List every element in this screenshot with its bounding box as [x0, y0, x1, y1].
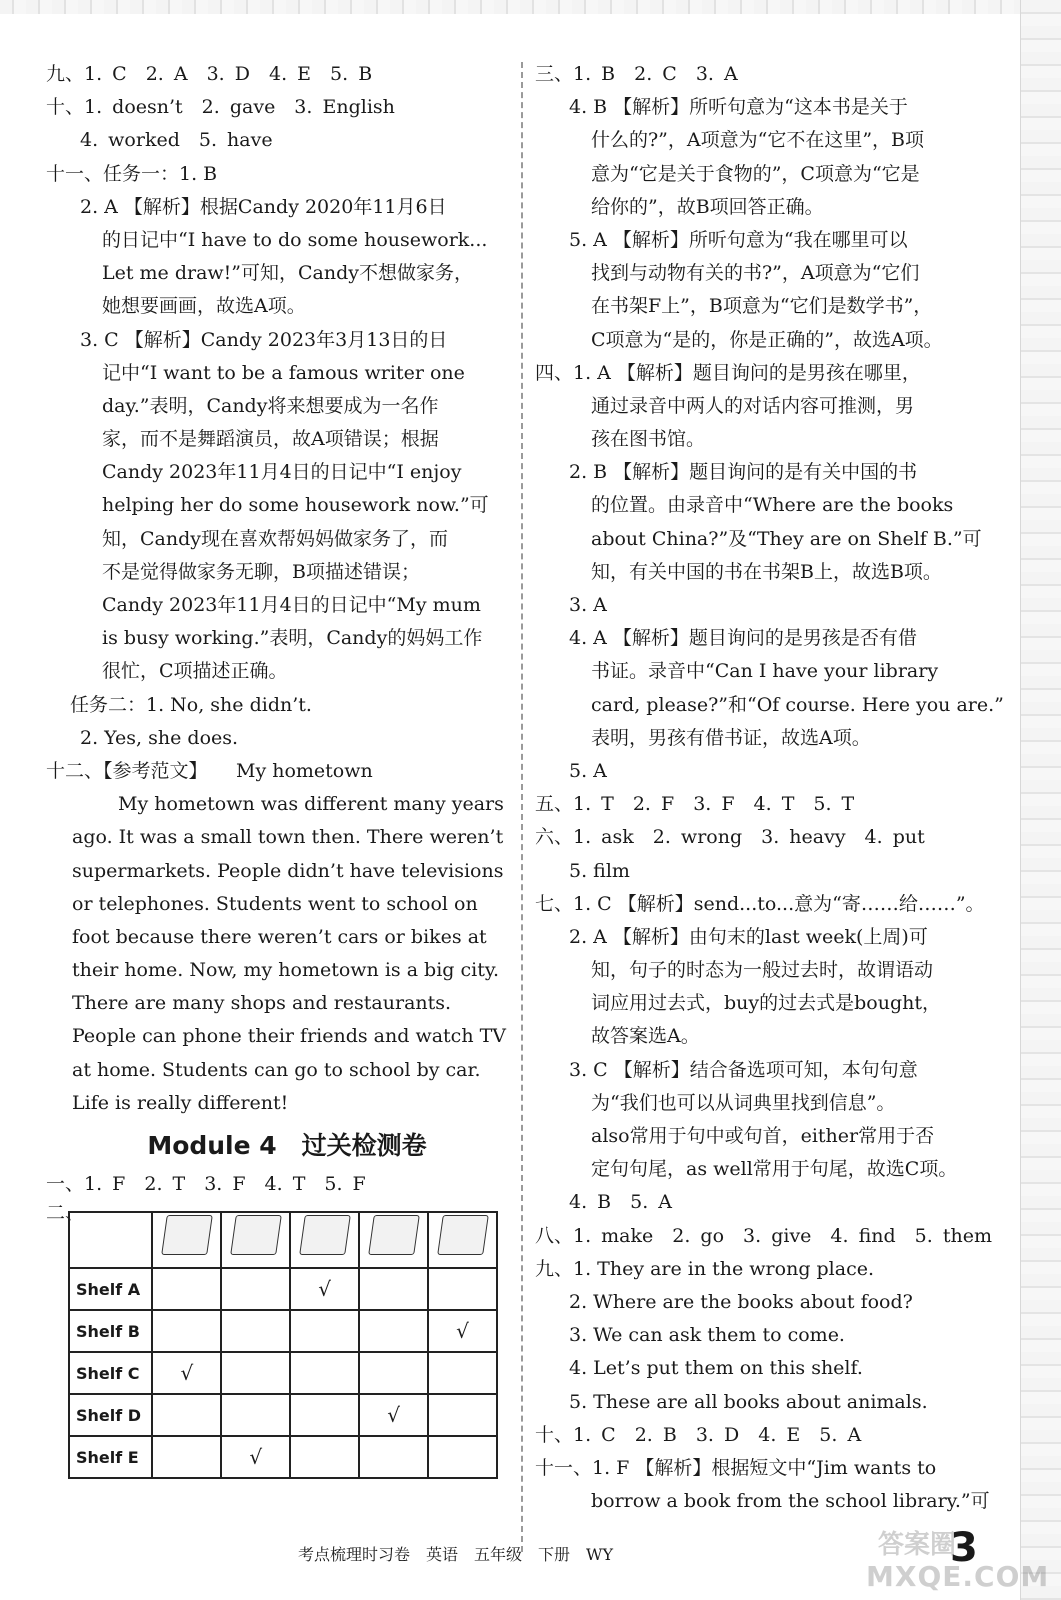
essay-line: supermarkets. People didn’t have televisions — [72, 859, 504, 882]
table-row — [69, 1352, 497, 1394]
row-header: Shelf C — [69, 1352, 152, 1394]
module-title: Module 4 过关检测卷 — [147, 1131, 427, 1160]
answer-line: 4. Let’s put them on this shelf. — [569, 1357, 863, 1380]
explanation-line: 孩在图书馆。 — [591, 428, 706, 451]
explanation-line: also常用于句中或句首，either常用于否 — [591, 1125, 935, 1147]
explanation-line: 很忙，C项描述正确。 — [102, 660, 288, 683]
table-row — [69, 1268, 497, 1310]
watermark-url: MXQE.COM — [866, 1560, 1050, 1593]
explanation-line: 给你的”，故B项回答正确。 — [591, 195, 824, 218]
explanation-line: 的位置。由录音中“Where are the books — [591, 494, 954, 517]
explanation-line: 4. A 【解析】题目询问的是男孩是否有借 — [569, 627, 917, 650]
answer-line: 3. We can ask them to come. — [569, 1324, 845, 1347]
table-row — [69, 1436, 497, 1478]
explanation-line: 2. A 【解析】根据Candy 2020年11月6日 — [80, 195, 447, 218]
explanation-line: 找到与动物有关的书?”，A项意为“它们 — [591, 262, 920, 285]
explanation-line: 知，有关中国的书在书架B上，故选B项。 — [591, 560, 942, 583]
explanation-line: 书证。录音中“Can I have your library — [591, 660, 939, 683]
explanation-line: 她想要画画，故选A项。 — [102, 295, 306, 318]
explanation-line: borrow a book from the school library.”可 — [591, 1490, 990, 1513]
explanation-line: 5. A 【解析】所听句意为“我在哪里可以 — [569, 228, 908, 251]
answer-line: 3. A — [569, 594, 607, 616]
check-mark: √ — [152, 1352, 221, 1394]
check-mark: √ — [221, 1436, 290, 1478]
explanation-line: about China?”及“They are on Shelf B.”可 — [591, 527, 982, 550]
math-book-icon — [437, 1215, 489, 1255]
answer-line: 4. worked 5. have — [80, 129, 273, 152]
answer-line: 九、1. C 2. A 3. D 4. E 5. B — [46, 63, 373, 85]
column-divider — [521, 62, 523, 1552]
explanation-line: 故答案选A。 — [591, 1025, 700, 1048]
answer-line: 六、1. ask 2. wrong 3. heavy 4. put — [535, 826, 925, 849]
explanation-line: 定句句尾，as well常用于句尾，故选C项。 — [591, 1158, 958, 1181]
explanation-line: 为“我们也可以从词典里找到信息”。 — [591, 1091, 896, 1114]
check-mark: √ — [428, 1310, 497, 1352]
explanation-line: 七、1. C 【解析】send...to...意为“寄……给……”。 — [535, 892, 985, 915]
explanation-line: 4. B 【解析】所听句意为“这本书是关于 — [569, 96, 908, 119]
table-row — [69, 1310, 497, 1352]
answer-line: 十、1. C 2. B 3. D 4. E 5. A — [535, 1423, 862, 1446]
shelf-table-section — [46, 1201, 498, 1469]
explanation-line: 在书架F上”，B项意为“它们是数学书”， — [591, 295, 933, 318]
table-header-row — [69, 1212, 497, 1268]
check-mark: √ — [359, 1394, 428, 1436]
shelf-table — [68, 1211, 498, 1479]
essay-line: at home. Students can go to school by car. — [72, 1058, 481, 1081]
explanation-line: 的日记中“I have to do some housework... — [102, 228, 488, 251]
right-column — [535, 58, 1004, 1518]
explanation-line: is busy working.”表明，Candy的妈妈工作 — [102, 627, 483, 650]
explanation-line: day.”表明，Candy将来想要成为一名作 — [102, 394, 439, 417]
essay-line: or telephones. Students went to school on — [72, 892, 478, 915]
page-right-border — [1020, 0, 1061, 1600]
essay-line: ago. It was a small town then. There weren’t — [72, 826, 504, 849]
answer-line: 五、1. T 2. F 3. F 4. T 5. T — [535, 793, 855, 816]
check-mark: √ — [290, 1268, 359, 1310]
row-header: Shelf B — [69, 1310, 152, 1352]
answer-line: 八、1. make 2. go 3. give 4. find 5. them — [535, 1224, 992, 1247]
answer-line: 2. Yes, she does. — [80, 726, 239, 749]
answer-line: 十一、任务一：1. B — [46, 162, 218, 185]
explanation-line: 通过录音中两人的对话内容可推测，男 — [591, 394, 915, 417]
essay-line: There are many shops and restaurants. — [72, 992, 452, 1015]
explanation-line: Let me draw!”可知，Candy不想做家务， — [102, 262, 474, 285]
essay-line: People can phone their friends and watch TV — [72, 1025, 506, 1048]
essay-line: their home. Now, my hometown is a big city. — [72, 959, 500, 982]
explanation-line: C项意为“是的，你是正确的”，故选A项。 — [591, 328, 943, 351]
answer-line: 三、1. B 2. C 3. A — [535, 63, 738, 85]
row-header: Shelf D — [69, 1394, 152, 1436]
answer-line: 5. film — [569, 859, 630, 882]
explanation-line: 记中“I want to be a famous writer one — [102, 361, 465, 384]
explanation-line: 不是觉得做家务无聊，B项描述错误； — [102, 560, 420, 583]
table-corner-cell — [69, 1212, 152, 1268]
explanation-line: 3. C 【解析】结合备选项可知，本句句意 — [569, 1058, 918, 1081]
explanation-line: Candy 2023年11月4日的日记中“I enjoy — [102, 461, 462, 484]
explanation-line: 3. C 【解析】Candy 2023年3月13日的日 — [80, 328, 448, 351]
table-row — [69, 1394, 497, 1436]
explanation-line: 十一、1. F 【解析】根据短文中“Jim wants to — [535, 1456, 937, 1479]
answer-line: 任务二：1. No, she didn’t. — [70, 693, 312, 716]
essay-heading: 十二、【参考范文】 My hometown — [46, 759, 373, 782]
explanation-line: 家，而不是舞蹈演员，故A项错误；根据 — [102, 428, 439, 451]
answer-line: 5. A — [569, 759, 607, 782]
answer-line: 十、1. doesn’t 2. gave 3. English — [46, 96, 395, 119]
watermark-text: 答案圈 — [878, 1530, 957, 1560]
explanation-line: 意为“它是关于食物的”，C项意为“它是 — [591, 162, 920, 185]
explanation-line: 知，句子的时态为一般过去时，故谓语动 — [591, 959, 934, 982]
explanation-line: 词应用过去式，buy的过去式是bought， — [591, 992, 942, 1015]
dictionary-book-icon — [161, 1215, 213, 1255]
essay-line: Life is really different! — [72, 1091, 289, 1114]
left-column — [46, 58, 506, 1469]
explanation-line: card, please?”和“Of course. Here you are.” — [591, 693, 1004, 716]
essay-line: My hometown was different many years — [118, 793, 504, 816]
row-header: Shelf A — [69, 1268, 152, 1310]
explanation-line: 知，Candy现在喜欢帮妈妈做家务了，而 — [102, 527, 448, 550]
explanation-line: helping her do some housework now.”可 — [102, 494, 489, 517]
answer-line: 2. Where are the books about food? — [569, 1290, 913, 1313]
answer-line: 4. B 5. A — [569, 1191, 673, 1214]
watermark-logo — [858, 1522, 1050, 1594]
food-book-icon — [368, 1215, 420, 1255]
page-top-border — [0, 0, 1061, 14]
explanation-line: Candy 2023年11月4日的日记中“My mum — [102, 594, 481, 616]
animal-book-icon — [299, 1215, 351, 1255]
page-number: 3 — [950, 1525, 978, 1571]
sports-book-icon — [230, 1215, 282, 1255]
answer-line: 一、1. F 2. T 3. F 4. T 5. F — [46, 1173, 366, 1195]
answer-line: 九、1. They are in the wrong place. — [535, 1257, 875, 1280]
section-label: 二、 — [46, 1202, 85, 1225]
page-footer: 考点梳理时习卷 英语 五年级 下册 WY — [298, 1545, 614, 1564]
explanation-line: 四、1. A 【解析】题目询问的是男孩在哪里， — [535, 361, 921, 384]
essay-line: foot because there weren’t cars or bikes at — [72, 925, 487, 948]
explanation-line: 2. A 【解析】由句末的last week(上周)可 — [569, 925, 928, 948]
explanation-line: 2. B 【解析】题目询问的是有关中国的书 — [569, 461, 918, 484]
answer-line: 5. These are all books about animals. — [569, 1390, 928, 1413]
explanation-line: 什么的?”，A项意为“它不在这里”，B项 — [591, 129, 925, 152]
row-header: Shelf E — [69, 1436, 152, 1478]
explanation-line: 表明，男孩有借书证，故选A项。 — [591, 726, 871, 749]
